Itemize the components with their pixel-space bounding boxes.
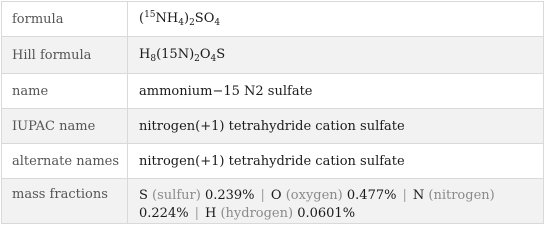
mass-fraction-item-h [205, 206, 355, 221]
hill-sub-h: 8 [150, 53, 157, 64]
alternate-names-value: nitrogen(+1) tetrahydride cation sulfate [128, 144, 544, 179]
formula-open-paren: ( [139, 11, 145, 26]
formula-so: SO [194, 11, 215, 26]
formula-value [128, 2, 544, 37]
element-name: (hydrogen) [220, 206, 294, 221]
separator: | [260, 188, 265, 203]
properties-table [1, 1, 544, 224]
hill-formula-label: Hill formula [2, 37, 128, 74]
formula-nh: NH [155, 11, 179, 26]
hill-o: O [199, 46, 211, 62]
formula-isotope: 15 [144, 10, 156, 20]
hill-h: H [139, 46, 151, 62]
formula-sub-h: 4 [178, 18, 184, 28]
separator: | [194, 206, 199, 221]
element-percent: 0.0601% [297, 206, 356, 221]
row-iupac-name [2, 109, 544, 144]
element-name: (oxygen) [285, 188, 343, 203]
hill-mid: (15N) [156, 46, 195, 62]
name-label: name [2, 74, 128, 109]
mass-fractions-label: mass fractions [2, 179, 128, 224]
row-mass-fractions [2, 179, 544, 224]
row-alternate-names [2, 144, 544, 179]
hill-sub-n: 2 [194, 53, 200, 64]
element-name: (nitrogen) [428, 188, 495, 203]
iupac-name-label: IUPAC name [2, 109, 128, 144]
formula-close-paren: ) [183, 11, 190, 26]
mass-fractions-value [128, 179, 544, 224]
formula-sub-o: 4 [214, 18, 221, 28]
hill-formula-value [128, 37, 544, 74]
hill-sub-o: 4 [210, 53, 217, 64]
row-formula [2, 2, 544, 37]
element-percent: 0.239% [204, 188, 255, 203]
hill-s: S [216, 46, 226, 62]
element-percent: 0.224% [139, 206, 189, 221]
iupac-name-value: nitrogen(+1) tetrahydride cation sulfate [128, 109, 544, 144]
separator: | [402, 188, 407, 203]
row-name [2, 74, 544, 109]
element-name: (sulfur) [152, 188, 201, 203]
formula-sub-group: 2 [189, 18, 195, 28]
element-percent: 0.477% [346, 188, 397, 203]
name-value: ammonium−15 N2 sulfate [128, 74, 544, 109]
alternate-names-label: alternate names [2, 144, 128, 179]
formula-label: formula [2, 2, 128, 37]
mass-fraction-item-s [139, 188, 255, 203]
element-symbol: H [204, 206, 217, 221]
element-symbol: S [139, 188, 148, 203]
mass-fraction-item-o [271, 188, 397, 203]
row-hill-formula [2, 37, 544, 74]
element-symbol: O [270, 188, 282, 203]
element-symbol: N [412, 188, 425, 203]
